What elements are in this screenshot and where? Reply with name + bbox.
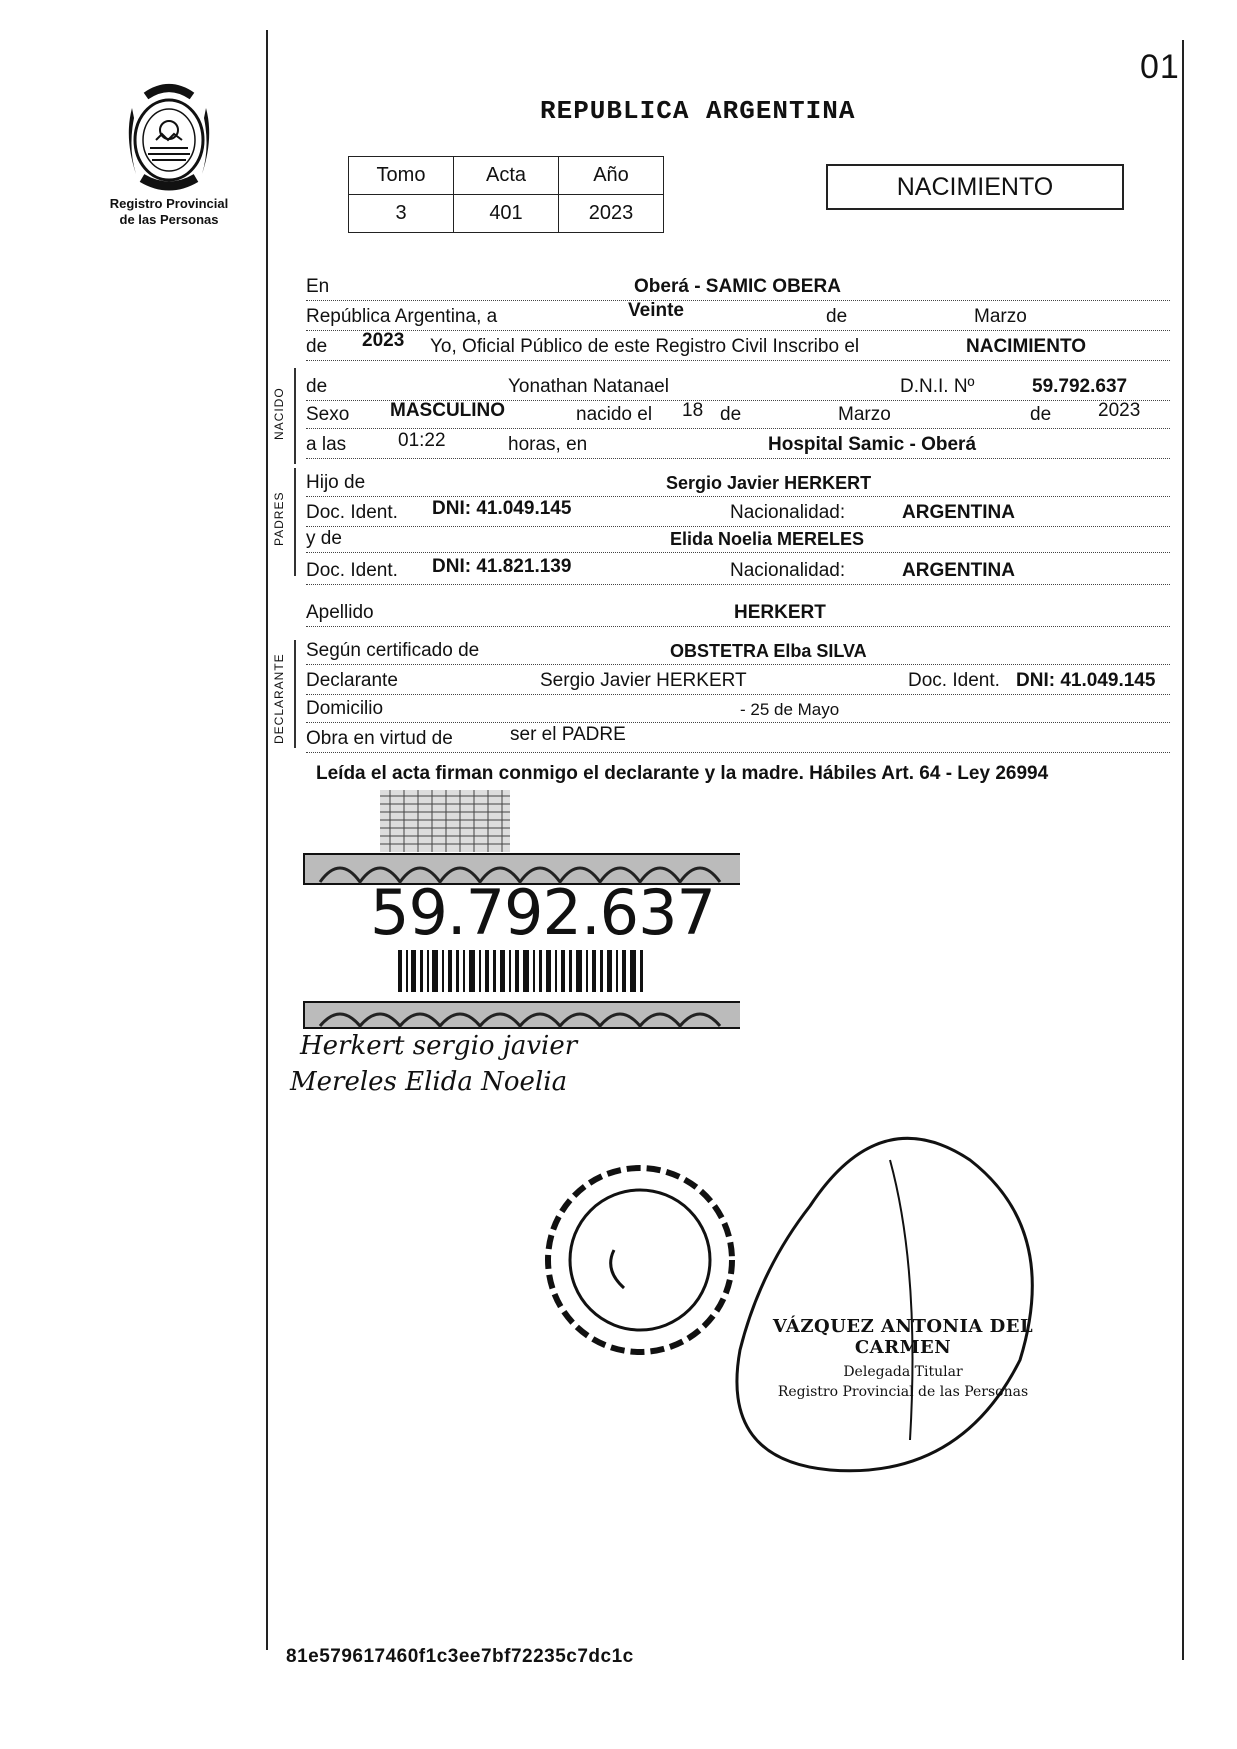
- father-doc-label: Doc. Ident.: [306, 502, 398, 523]
- mother-nat: ARGENTINA: [902, 560, 1015, 581]
- decl-doc-label: Doc. Ident.: [908, 670, 1000, 691]
- acta-value: 401: [454, 195, 559, 233]
- month-value: Marzo: [974, 306, 1027, 327]
- sexo-value: MASCULINO: [390, 400, 506, 421]
- official-role: Delegada Titular: [843, 1364, 963, 1380]
- org-name: [94, 196, 244, 228]
- father-doc: DNI: 41.049.145: [432, 498, 572, 519]
- padres-line-1: [306, 466, 1170, 497]
- mother-name: Elida Noelia MERELES: [670, 529, 865, 549]
- sexo-label: Sexo: [306, 404, 350, 425]
- de-label: de: [826, 306, 848, 327]
- nacido-line-2: [306, 398, 1170, 429]
- de-name-label: de: [306, 376, 328, 397]
- de-label-3: de: [1030, 404, 1052, 425]
- inscribe-text: Yo, Oficial Público de este Registro Civil Inscribo el: [430, 336, 860, 357]
- republica-label: República Argentina, a: [306, 306, 498, 327]
- declarante-line-2: [306, 664, 1170, 695]
- official-name: VÁZQUEZ ANTONIA DEL CARMEN: [772, 1316, 1034, 1358]
- nacido-label: NACIDO: [272, 387, 286, 440]
- father-nat-label: Nacionalidad:: [730, 502, 846, 523]
- child-dni: 59.792.637: [1032, 376, 1128, 397]
- province-seal-icon: [118, 78, 220, 196]
- left-margin-line: [266, 30, 268, 1650]
- official-stamps: [500, 1120, 1100, 1510]
- padres-bar: [294, 468, 296, 576]
- declarante-line-3: [306, 692, 1170, 723]
- obra-value: ser el PADRE: [510, 724, 626, 745]
- signature-father: Herkert sergio javier: [300, 1031, 578, 1061]
- apellido-line: [306, 596, 1170, 627]
- place-value: Oberá - SAMIC OBERA: [634, 276, 841, 297]
- declarante-line-4: [306, 722, 1170, 753]
- signature-mother: Mereles Elida Noelia: [290, 1067, 568, 1097]
- mother-doc: DNI: 41.821.139: [432, 556, 572, 577]
- tomo-header: Tomo: [349, 157, 454, 195]
- hijo-label: Hijo de: [306, 472, 366, 493]
- anio-header: Año: [559, 157, 664, 195]
- org-name-line1: Registro Provincial: [109, 196, 229, 211]
- document-hash: 81e579617460f1c3ee7bf72235c7dc1c: [286, 1646, 634, 1667]
- birth-day: 18: [682, 400, 704, 421]
- dom-value: - 25 de Mayo: [740, 700, 840, 719]
- official-stamp-text: [748, 1316, 1058, 1400]
- intro-line-3: [306, 330, 1170, 361]
- document-type: NACIMIENTO: [826, 164, 1124, 210]
- cert-value: OBSTETRA Elba SILVA: [670, 641, 867, 661]
- birth-place: Hospital Samic - Oberá: [768, 434, 977, 455]
- decl-name: Sergio Javier HERKERT: [540, 670, 747, 691]
- acta-header: Acta: [454, 157, 559, 195]
- nacido-line-1: [306, 370, 1170, 401]
- read-note: Leída el acta firman conmigo el declarante y la madre. Hábiles Art. 64 - Ley 26994: [316, 763, 1049, 784]
- org-name-line2: de las Personas: [119, 212, 219, 227]
- father-nat: ARGENTINA: [902, 502, 1015, 523]
- anio-value: 2023: [559, 195, 664, 233]
- barcode-number: 59.792.637: [370, 876, 715, 949]
- yde-label: y de: [306, 528, 342, 549]
- en-label: En: [306, 276, 330, 297]
- cert-label: Según certificado de: [306, 640, 480, 661]
- apellido-label: Apellido: [306, 602, 374, 623]
- decl-label: Declarante: [306, 670, 398, 691]
- father-name: Sergio Javier HERKERT: [666, 473, 872, 493]
- right-margin-line: [1182, 40, 1184, 1660]
- apellido-value: HERKERT: [734, 602, 826, 623]
- horas-label: horas, en: [508, 434, 588, 455]
- nacido-bar: [294, 368, 296, 464]
- birth-time: 01:22: [398, 430, 446, 451]
- dni-label: D.N.I. Nº: [900, 376, 975, 397]
- declarante-label: DECLARANTE: [272, 653, 286, 744]
- official-org: Registro Provincial de las Personas: [777, 1384, 1029, 1400]
- signatures: [290, 1028, 577, 1100]
- intro-line-2: [306, 300, 1170, 331]
- barcode-icon: [398, 950, 648, 992]
- nacido-line-3: [306, 428, 1170, 459]
- country-title: REPUBLICA ARGENTINA: [540, 96, 856, 126]
- birth-year: 2023: [1098, 400, 1141, 421]
- de-label-2: de: [720, 404, 742, 425]
- padres-line-3: [306, 522, 1170, 553]
- mother-nat-label: Nacionalidad:: [730, 560, 846, 581]
- padres-label: PADRES: [272, 491, 286, 546]
- day-words: Veinte: [628, 300, 684, 321]
- year-value: 2023: [362, 330, 405, 351]
- dom-label: Domicilio: [306, 698, 384, 719]
- birth-month: Marzo: [838, 404, 891, 425]
- nacido-label-text: nacido el: [576, 404, 653, 425]
- declarante-bar: [294, 640, 296, 748]
- tomo-value: 3: [349, 195, 454, 233]
- child-name: Yonathan Natanael: [508, 376, 669, 397]
- mother-doc-label: Doc. Ident.: [306, 560, 398, 581]
- padres-line-4: [306, 554, 1170, 585]
- intro-line-1: [306, 270, 1170, 301]
- registry-table: [348, 156, 664, 233]
- declarante-line-1: [306, 634, 1170, 665]
- decl-doc: DNI: 41.049.145: [1016, 670, 1156, 691]
- event-value: NACIMIENTO: [966, 336, 1086, 357]
- year-prefix: de: [306, 336, 328, 357]
- page-number: 01: [1140, 48, 1180, 86]
- a-las-label: a las: [306, 434, 347, 455]
- obra-label: Obra en virtud de: [306, 728, 453, 749]
